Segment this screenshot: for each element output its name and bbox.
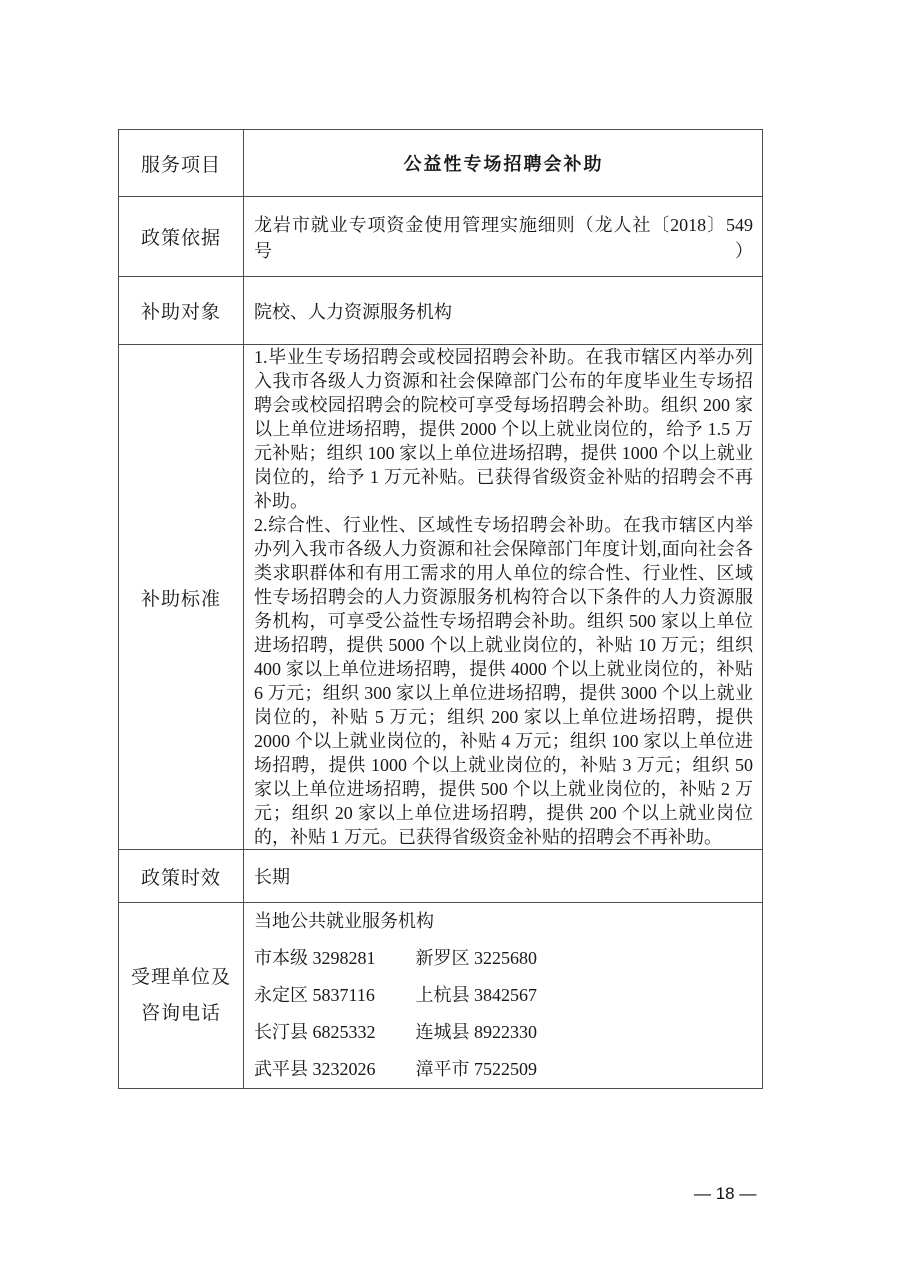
phone-line-1	[254, 940, 753, 977]
policy-basis-value: 龙岩市就业专项资金使用管理实施细则（龙人社〔2018〕549 号）	[244, 197, 763, 277]
subsidy-standard-value	[244, 345, 763, 850]
phone-entry: 漳平市 7522509	[415, 1059, 537, 1079]
phone-line-4	[254, 1051, 753, 1088]
acceptance-label-line1: 受理单位及	[130, 966, 231, 988]
row-subsidy-standard	[119, 345, 763, 850]
subsidy-standard-label: 补助标准	[119, 345, 244, 850]
phone-entry: 永定区 5837116	[254, 985, 375, 1005]
subsidy-standard-paragraph-2: 2.综合性、行业性、区域性专场招聘会补助。在我市辖区内举办列入我市各级人力资源和社会保障部门年度计划,面向社会各类求职群体和有用工需求的用人单位的综合性、行业性、区域性专场招聘会的人力资源服务机构符合以下条件的人力资源服务机构，可享受公益性专场招聘会补助。组织 500 家以上单位进场招聘，提供 5000 个以上就业岗位的，补贴 10 万元；组织 400 家以上单位进场招聘，提供 4000 个以上就业岗位的，补贴 6 万元；组织 300 家以上单位进场招聘，提供 3000 个以上就业岗位的，补贴 5 万元；组织 200 家以上单位进场招聘，提供 2000 个以上就业岗位的，补贴 4 万元；组织 100 家以上单位进场招聘，提供 1000 个以上就业岗位的，补贴 3 万元；组织 50 家以上单位进场招聘，提供 500 个以上就业岗位的，补贴 2 万元；组织 20 家以上单位进场招聘，提供 200 个以上就业岗位的，补贴 1 万元。已获得省级资金补贴的招聘会不再补助。	[254, 515, 753, 847]
subsidy-standard-paragraph-1: 1.毕业生专场招聘会或校园招聘会补助。在我市辖区内举办列入我市各级人力资源和社会保障部门公布的年度毕业生专场招聘会或校园招聘会的院校可享受每场招聘会补助。组织 200 家以上单位进场招聘，提供 2000 个以上就业岗位的，给予 1.5 万元补贴；组织 100 家以上单位进场招聘，提供 1000 个以上就业岗位的，给予 1 万元补贴。已获得省级资金补贴的招聘会不再补助。	[254, 347, 753, 511]
phone-entry: 武平县 3232026	[254, 1059, 376, 1079]
phone-entry: 市本级 3298281	[254, 948, 376, 968]
acceptance-agency: 当地公共就业服务机构	[254, 911, 434, 931]
row-policy-validity	[119, 850, 763, 903]
acceptance-label-line2: 咨询电话	[140, 1002, 221, 1024]
page-number: — 18 —	[694, 1184, 757, 1203]
row-acceptance	[119, 903, 763, 1089]
policy-validity-label: 政策时效	[119, 850, 244, 903]
policy-basis-label: 政策依据	[119, 197, 244, 277]
policy-table	[118, 129, 763, 1089]
phone-entry: 上杭县 3842567	[415, 985, 537, 1005]
service-item-label: 服务项目	[119, 130, 244, 197]
row-policy-basis	[119, 197, 763, 277]
row-subsidy-target	[119, 277, 763, 345]
acceptance-value	[244, 903, 763, 1089]
acceptance-label	[119, 903, 244, 1089]
policy-validity-value: 长期	[244, 850, 763, 903]
row-service-item	[119, 130, 763, 197]
phone-entry: 长汀县 6825332	[254, 1022, 376, 1042]
phone-line-2	[254, 977, 753, 1014]
phone-entry: 连城县 8922330	[415, 1022, 537, 1042]
phone-entry: 新罗区 3225680	[415, 948, 537, 968]
subsidy-target-value: 院校、人力资源服务机构	[244, 277, 763, 345]
subsidy-target-label: 补助对象	[119, 277, 244, 345]
phone-line-3	[254, 1014, 753, 1051]
service-item-value: 公益性专场招聘会补助	[244, 130, 763, 197]
